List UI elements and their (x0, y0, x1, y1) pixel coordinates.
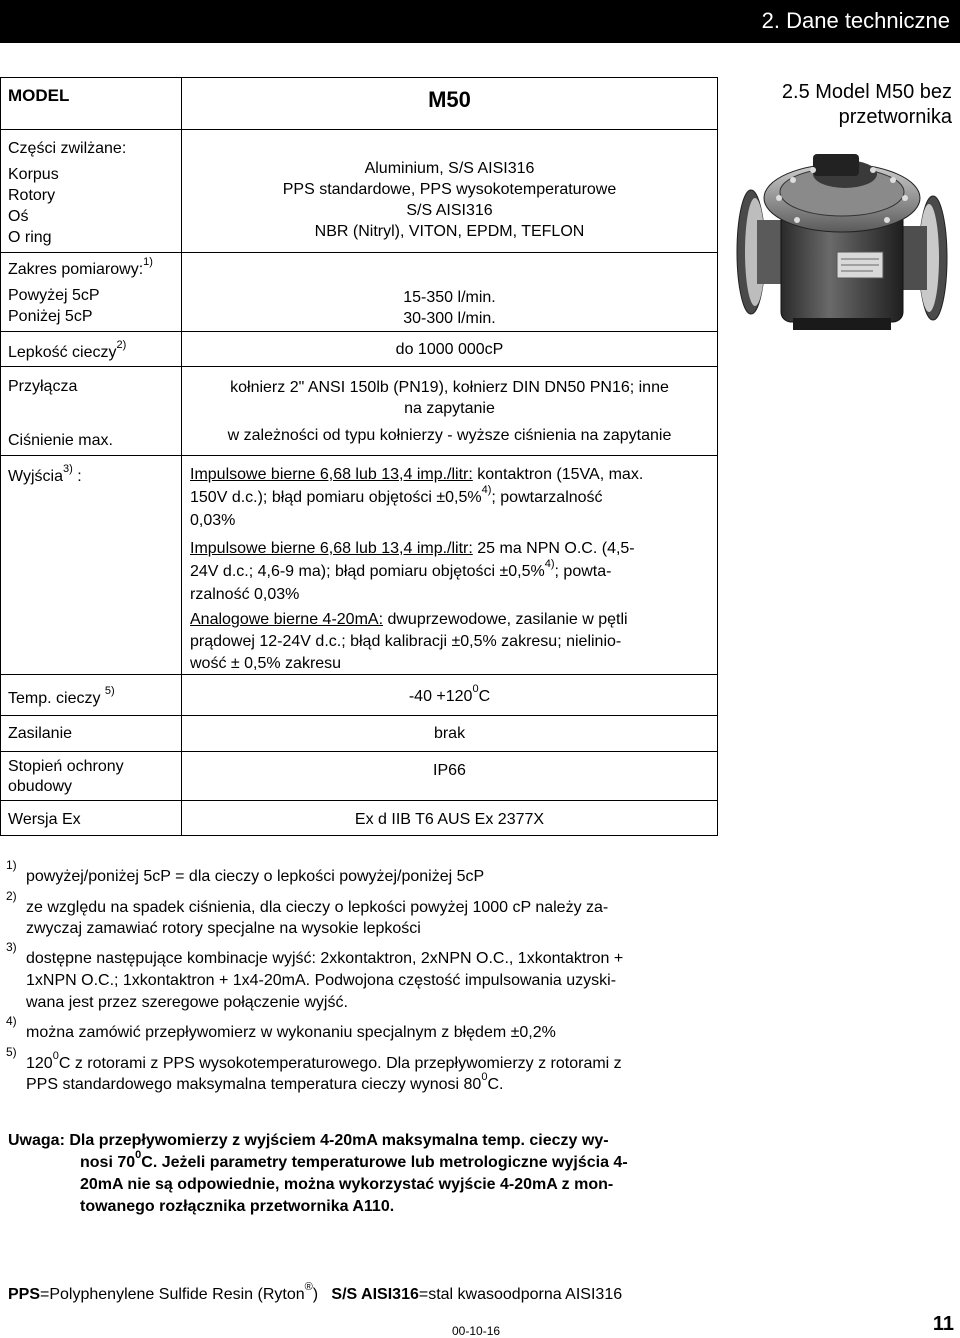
footnote-4-line1: można zamówić przepływomierz w wykonaniu specjalnym z błędem ±0,2% (26, 1024, 556, 1041)
viscosity-label: Lepkość cieczy$^{2)}$ (8, 338, 127, 361)
output-1-line2: 150V d.c.); błąd pomiaru objętości ±0,5%$^{4)}$; powtarzalność (190, 483, 603, 506)
power-label: Zasilanie (8, 725, 73, 742)
header-bar (0, 0, 960, 43)
footnote-2-line2: zwyczaj zamawiać rotory specjalne na wysokie lepkości (26, 920, 421, 937)
outputs-label: Wyjścia$^{3)}$ : (8, 462, 82, 485)
meter-image (733, 140, 953, 340)
os-label: Oś (8, 208, 29, 225)
page-number: 11 (932, 1313, 954, 1335)
os-value: S/S AISI316 (406, 202, 493, 219)
note-line3: 20mA nie są odpowiednie, można wykorzystać wyjście 4-20mA z mon- (80, 1176, 614, 1193)
wetted-parts-label: Części zwilżane: (8, 140, 127, 157)
output-1-line1: Impulsowe bierne 6,68 lub 13,4 imp./litr: kontaktron (15VA, max. (190, 466, 644, 483)
above-5cp-label: Powyżej 5cP (8, 287, 100, 304)
footnote-5-mark: 5) (6, 1045, 17, 1059)
footnote-1-line1: powyżej/poniżej 5cP = dla cieczy o lepkości powyżej/poniżej 5cP (26, 868, 485, 885)
viscosity-value: do 1000 000cP (395, 341, 504, 358)
connections-value-line1: kołnierz 2" ANSI 150lb (PN19), kołnierz DIN DN50 PN16; inne (230, 379, 669, 396)
below-5cp-label: Poniżej 5cP (8, 308, 93, 325)
korpus-value: Aluminium, S/S AISI316 (364, 160, 535, 177)
ex-label: Wersja Ex (8, 811, 81, 828)
footnote-3-line2: 1xNPN O.C.; 1xkontaktron + 1x4-20mA. Podwojona częstość impulsowania uzyski- (26, 972, 617, 989)
pressure-label: Ciśnienie max. (8, 432, 113, 449)
rotory-value: PPS standardowe, PPS wysokotemperaturowe (282, 181, 617, 198)
connections-value-line2: na zapytanie (404, 400, 495, 417)
footnote-2-mark: 2) (6, 889, 17, 903)
outputs-label-cell (0, 455, 182, 675)
range-label: Zakres pomiarowy:$^{1)}$ (8, 255, 153, 278)
footnote-4-mark: 4) (6, 1014, 17, 1028)
korpus-label: Korpus (8, 166, 59, 183)
pressure-value: w zależności od typu kołnierzy - wyższe ciśnienia na zapytanie (227, 427, 672, 444)
footnote-3-line3: wana jest przez szeregowe połączenie wyjść. (26, 994, 348, 1011)
output-2-line1: Impulsowe bierne 6,68 lub 13,4 imp./litr: 25 ma NPN O.C. (4,5- (190, 540, 635, 557)
output-3-line1: Analogowe bierne 4-20mA: dwuprzewodowe, zasilanie w pętli (190, 611, 628, 628)
output-1-line3: 0,03% (190, 512, 236, 529)
temp-label: Temp. cieczy $^{5)}$ (8, 684, 115, 707)
output-2-line3: rzalność 0,03% (190, 586, 300, 603)
power-value: brak (433, 725, 466, 742)
ip-value: IP66 (433, 762, 466, 779)
note-line1: Uwaga: Dla przepływomierzy z wyjściem 4-20mA maksymalna temp. cieczy wy- (8, 1132, 609, 1149)
product-title-line1: 2.5 Model M50 bez (781, 81, 952, 103)
section-title: 2. Dane techniczne (761, 8, 950, 33)
connections-label: Przyłącza (8, 378, 78, 395)
product-title (730, 80, 952, 130)
output-2-line2: 24V d.c.; 4,6-9 ma); błąd pomiaru objętości ±0,5%$^{4)}$; powta- (190, 557, 612, 580)
footnote-3-mark: 3) (6, 940, 17, 954)
rotory-label: Rotory (8, 187, 56, 204)
oring-label: O ring (8, 229, 52, 246)
footnote-1-mark: 1) (6, 858, 17, 872)
output-3-line2: prądowej 12-24V d.c.; błąd kalibracji ±0,5% zakresu; nielinio- (190, 633, 622, 650)
oring-value: NBR (Nitryl), VITON, EPDM, TEFLON (314, 223, 585, 240)
above-5cp-value: 15-350 l/min. (403, 289, 496, 306)
output-3-line3: wość ± 0,5% zakresu (190, 655, 342, 672)
ip-label-line2: obudowy (8, 778, 73, 795)
footnote-2-line1: ze względu na spadek ciśnienia, dla cieczy o lepkości powyżej 1000 cP należy za- (26, 899, 609, 916)
temp-value: $-40 +120^0C$ (408, 682, 491, 705)
footnote-3-line1: dostępne następujące kombinacje wyjść: 2xkontaktron, 2xNPN O.C., 1xkontaktron + (26, 950, 624, 967)
footnote-5-line2: PPS standardowego maksymalna temperatura cieczy wynosi $80^0C$. (26, 1070, 504, 1093)
footnote-5-line1: $120^0C$ z rotorami z PPS wysokotemperaturowego. Dla przepływomierzy z rotorami z (26, 1049, 622, 1072)
note-line2: nosi $70^0C$. Jeżeli parametry temperaturowe lub metrologiczne wyjścia 4- (80, 1148, 628, 1171)
product-title-line2: przetwornika (838, 106, 952, 128)
footer-date: 00-10-16 (452, 1324, 501, 1338)
note-line4: towanego rozłącznika przetwornika A110. (80, 1198, 395, 1215)
material-legend: PPS=Polyphenylene Sulfide Resin (Ryton®) S/S AISI316=stal kwasoodporna AISI316 (8, 1280, 623, 1303)
below-5cp-value: 30-300 l/min. (403, 310, 496, 327)
ip-label-line1: Stopień ochrony (8, 758, 124, 775)
model-value: M50 (428, 87, 471, 112)
ex-value: Ex d IIB T6 AUS Ex 2377X (354, 811, 545, 828)
model-label: MODEL (8, 86, 70, 105)
